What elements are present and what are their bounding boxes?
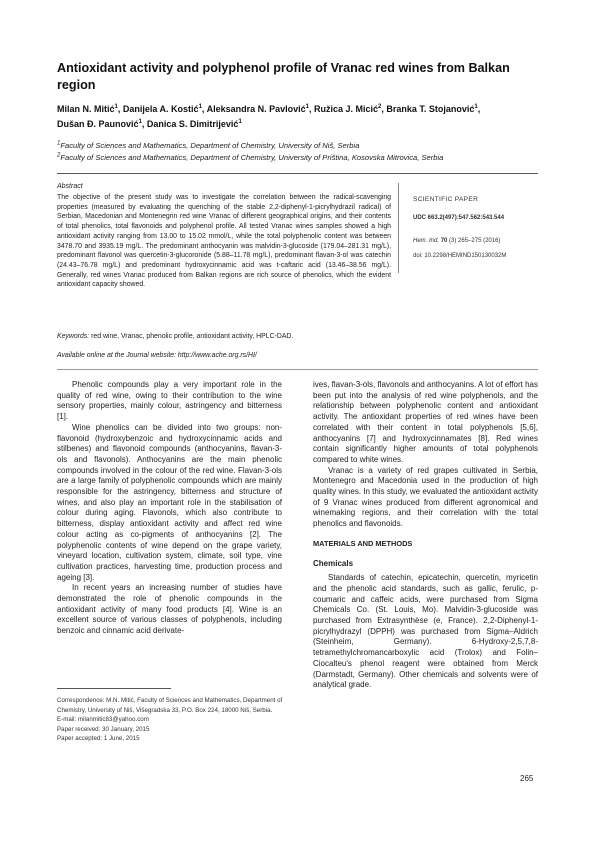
affiliation-mark: 1 (57, 140, 61, 147)
online-availability: Available online at the Journal website: http://www.ache.org.rs/HI/ (57, 352, 257, 359)
abstract-side-divider (398, 183, 399, 273)
article-title: Antioxidant activity and polyphenol profile of Vranac red wines from Balkan region (57, 61, 510, 92)
body-paragraph: ives, flavan-3-ols, flavonols and anthocyanins. A lot of effort has been put into the analysis of red wine polyphenols, and the relationship between polyphenolic content and antioxidant activity. The antioxidant properties of red wines have been correlated with their content in total polyphenols [5,6], anthocyanins [7] and hydroxycinnamates [8]. Red wines contain significantly higher amounts of total polyphenols compared to white wines. (313, 380, 538, 464)
author-name: Danijela A. Kostić (122, 104, 199, 114)
author-list (57, 102, 537, 132)
author-name: Danica S. Dimitrijević (146, 119, 239, 129)
affiliation-mark: 2 (57, 152, 61, 159)
body-paragraph: Wine phenolics can be divided into two groups: non-flavonoid (hydroxybenzoic and hydroxycinnamic acids and stilbenes) and flavonoid compounds (anthocyanins, flavan-3-ols and flavonols). Anthocyanins are the main phenolic compounds involved in the colour of the red wine. Flavan-3-ols are a large family of polyphenolic compounds which are mainly responsible for the astringency, bitterness and structure of wines, and also play an important role in the stabilisation of colour during aging. Flavonols, which also contribute to bitterness, display antioxidant activity and affect red wine colour acting as co-pigments of anthocyanins [2]. The polyphenolic contents of wine depend on the grape variety, vineyard location, cultivation system, climate, soil type, vine cultivation practices, harvesting time, production process and ageing [3]. (57, 422, 282, 582)
body-paragraph: Phenolic compounds play a very important role in the quality of red wine, owing to their contribution to the wine sensory properties, mainly colour, astringency and bitterness [1]. (57, 380, 282, 422)
author-line-2: Dušan Đ. Paunović$^1$, Danica S. Dimitrijević$^1$ (57, 119, 242, 129)
author-name: Branka T. Stojanović (386, 104, 475, 114)
author-affil-mark: 2 (378, 104, 382, 110)
doi: doi: 10.2298/HEMIND150130032M (413, 253, 507, 259)
footnote-divider (57, 688, 171, 689)
keywords-label: Keywords: (57, 333, 90, 340)
journal-citation (413, 238, 500, 244)
body-paragraph: Vranac is a variety of red grapes cultivated in Serbia, Montenegro and Macedonia used in the production of high quality wines. In this study, we evaluated the antioxidant activity of 9 Vranac wines produced from different agronomical and winemaking regions, and their correlation with the total phenolics and flavonoids. (313, 465, 538, 529)
author-affil-mark: 1 (474, 104, 478, 110)
accepted-date: Paper accepted: 1 June, 2015 (57, 735, 140, 742)
correspondence: Correspondence: M.N. Mitić, Faculty of Sciences and Mathematics, Department of Chemistry, University of Niš, Višegradska 33, P.O. Box 224, 18000 Niš, Serbia. (57, 697, 283, 714)
author-line-1: Milan N. Mitić$^1$, Danijela A. Kostić$^1$, Aleksandra N. Pavlović$^1$, Ružica J. Micić$^2$, Branka T. Stojanović$^1$, (57, 104, 481, 114)
right-column (313, 380, 538, 691)
author-name: Milan N. Mitić (57, 104, 115, 114)
author-affil-mark: 1 (198, 104, 202, 110)
affiliation-1 (57, 140, 537, 151)
author-affil-mark: 1 (305, 104, 309, 110)
body-paragraph: Standards of catechin, epicatechin, quercetin, myricetin and the phenolic acid standards, such as gallic, ferulic, p-coumaric and caffeic acids, were purchased from Sigma Chemicals Co. (St. Louis, Mo). Malvidin-3-glucoside was purchased from Extrasynthèse (e, France). 2,2-Diphenyl-1-picrylhydrazyl (DPPH) was purchased from Sigma–Aldrich (Steinheim, Germany). 6-Hydroxy-2,5,7,8-tetramethylchromancarboxylic acid (Trolox) and Folin–Ciocalteu's phenol reagent were obtained from Merck (Darmstadt, Germany). Other chemicals and solvents were of analytical grade. (313, 573, 538, 690)
footnote (57, 696, 287, 744)
body-divider (57, 369, 538, 370)
journal-name: Hem. Ind. (413, 238, 440, 244)
affiliation-2 (57, 152, 537, 163)
author-affil-mark: 1 (238, 119, 242, 125)
keywords (57, 333, 293, 340)
page-number: 265 (520, 774, 534, 783)
author-affil-mark: 1 (114, 104, 118, 110)
body-paragraph: In recent years an increasing number of studies have demonstrated the role of phenolic compounds in the antioxidant activity of many food products [4]. Wine is an excellent source of various classes of polyphenols, including benzoic and cinnamic acid derivate- (57, 583, 282, 636)
journal-issue-pages: (3) 265–275 (2016) (447, 238, 501, 244)
author-name: Aleksandra N. Pavlović (206, 104, 306, 114)
affiliation-text: Faculty of Sciences and Mathematics, Department of Chemistry, University of Priština, Kosovska Mitrovica, Serbia (60, 153, 444, 162)
abstract-label: Abstract (57, 183, 83, 190)
received-date: Paper received: 30 January, 2015 (57, 725, 150, 733)
keywords-text: red wine, Vranac, phenolic profile, antioxidant activity, HPLC-DAD. (89, 333, 294, 340)
author-name: Dušan Đ. Paunović (57, 119, 139, 129)
author-name: Ružica J. Micić (314, 104, 379, 114)
section-heading: MATERIALS AND METHODS (313, 538, 413, 548)
journal-volume: 70 (440, 238, 448, 244)
subsection-heading: Chemicals (313, 558, 354, 568)
email: E-mail: milanmitic83@yahoo.com (57, 716, 149, 723)
author-affil-mark: 1 (138, 119, 142, 125)
affiliation-text: Faculty of Sciences and Mathematics, Department of Chemistry, University of Niš, Serbia (60, 141, 360, 150)
paper-type: SCIENTIFIC PAPER (413, 196, 479, 203)
udc-code: UDC 663.2(497):547.562:543.544 (413, 215, 505, 221)
abstract-text: The objective of the present study was to investigate the correlation between the radical-scavenging properties (measured by evaluating the quenching of the stable 2,2-diphenyl-1-picrylhydrazil radical) of Serbian, Macedonian and Montenegrin red wine Vranac of different geographical origins, and their contents of total phenolics, total flavonoids and polyphenol profile. All tested Vranac wines samples showed a high antioxidant activity ranging from 13.00 to 15.02 mmol/L, while the total polyphenolic content was between 3478.70 and 3935.19 mg/L. The predominant anthocyanin was malvidin-3-glucoside (179.04–281.31 mg/L), predominant flavonol was quercetin-3-glucoronide (5.88–11.78 mg/L), predominant flavan-3-ol was catechin (24.43–76.78 mg/L) and predominant hydroxycinnamic acid was t-caftaric acid (13.46–38.56 mg/L). Generally, red wines Vranac produced from Balkan regions are rich source of phenolics, which the evident antioxidant capacity showed. (57, 194, 391, 289)
header-divider (57, 173, 538, 174)
left-column (57, 380, 282, 637)
